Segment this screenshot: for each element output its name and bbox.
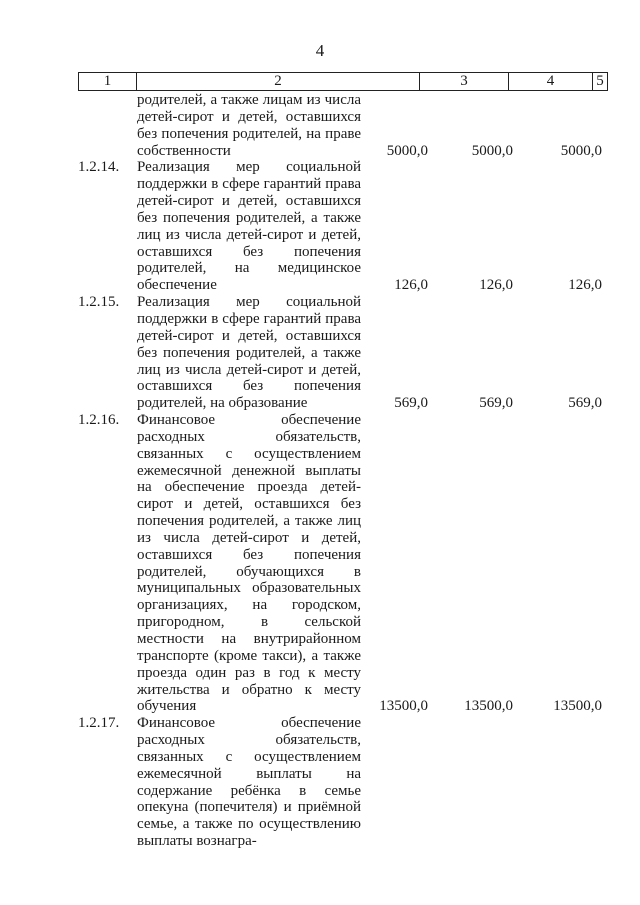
value-col-4: 126,0: [479, 277, 513, 294]
row-number: 1.2.17.: [78, 715, 120, 732]
value-col-3: 13500,0: [379, 698, 428, 715]
row-description: Финансовое обеспечение расходных обязательств, связанных с осуществлением ежемесячной денежной выплаты на обеспечение проезда детей-сирот и детей, оставшихся без попечения родителей, а также лиц из числа детей-сирот и детей, оставшихся без попечения родителей, обучающихся в муниципальных образовательных организациях, на городском, пригородном, в сельской местности на внутрирайонном транспорте (кроме такси), а также проезда один раз в год к месту жительства и обратно к месту обучения: [137, 412, 361, 715]
page-number: 4: [315, 41, 325, 60]
value-col-5: 13500,0: [553, 698, 602, 715]
value-col-4: 569,0: [479, 395, 513, 412]
row-values: [361, 92, 608, 159]
table-row: [78, 294, 608, 412]
row-number: 1.2.16.: [78, 412, 120, 429]
header-col-5: 5: [596, 73, 604, 89]
row-number: [78, 92, 135, 159]
header-col-4: 4: [509, 73, 593, 90]
row-number: 1.2.15.: [78, 294, 120, 311]
row-number: 1.2.14.: [78, 159, 120, 176]
row-values: [361, 412, 608, 715]
header-col-2: 2: [137, 73, 420, 90]
table-row: [78, 412, 608, 715]
row-values: [361, 715, 608, 850]
row-description: родителей, а также лицам из числа детей-сирот и детей, оставшихся без попечения родителей, на праве собственности: [137, 92, 361, 159]
value-col-3: 126,0: [394, 277, 428, 294]
table-row: [78, 92, 608, 159]
value-col-5: 5000,0: [560, 142, 602, 159]
value-col-4: 13500,0: [464, 698, 513, 715]
value-col-5: 126,0: [568, 277, 602, 294]
value-col-3: 5000,0: [386, 142, 428, 159]
row-description: Финансовое обеспечение расходных обязательств, связанных с осуществлением ежемесячной выплаты на содержание ребёнка в семье опекуна (попечителя) и приёмной семье, а также по осуществлению выплаты вознагра-: [137, 715, 361, 850]
table-header: [78, 72, 608, 91]
row-description: Реализация мер социальной поддержки в сфере гарантий права детей-сирот и детей, оставшихся без попечения родителей, а также лиц из числа детей-сирот и детей, оставшихся без попечения родителей, на образование: [137, 294, 361, 412]
value-col-4: 5000,0: [471, 142, 513, 159]
header-col-1: 1: [79, 73, 137, 90]
table-body: [78, 92, 608, 850]
value-col-5: 569,0: [568, 395, 602, 412]
row-values: [361, 294, 608, 412]
value-col-3: 569,0: [394, 395, 428, 412]
table-row: [78, 715, 608, 850]
row-description: Реализация мер социальной поддержки в сфере гарантий права детей-сирот и детей, оставшихся без попечения родителей, а также лиц из числа детей-сирот и детей, оставшихся без попечения родителей, на медицинское обеспечение: [137, 159, 361, 294]
header-col-3: 3: [420, 73, 509, 90]
row-values: [361, 159, 608, 294]
table-row: [78, 159, 608, 294]
